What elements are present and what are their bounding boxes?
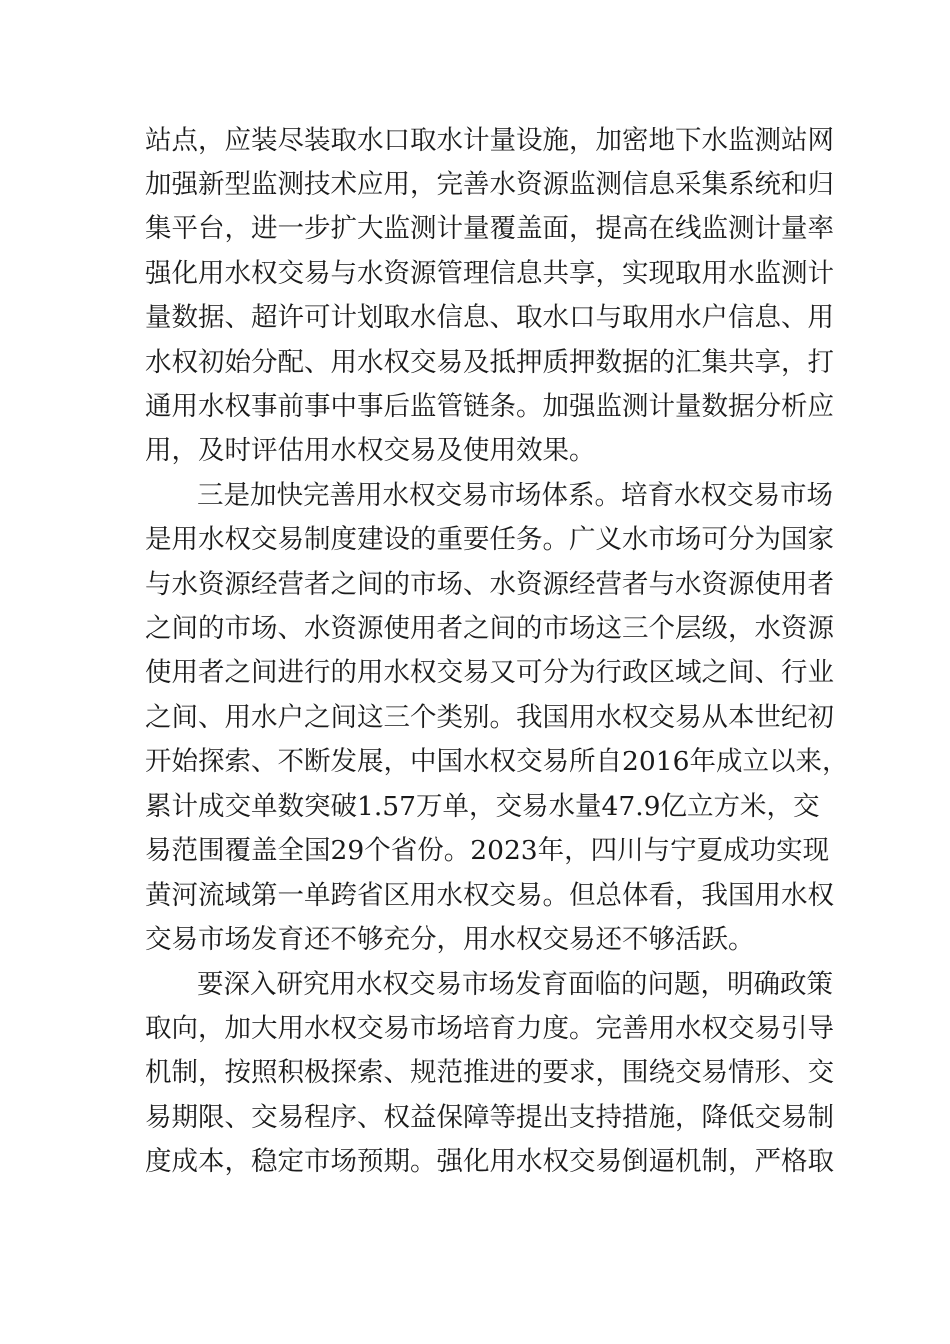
paragraph-first-line: 三是加快完善用水权交易市场体系。培育水权交易市场 — [197, 480, 833, 511]
text-line: 强化用水权交易与水资源管理信息共享，实现取用水监测计 — [145, 258, 834, 289]
text-line: 交易市场发育还不够充分，用水权交易还不够活跃。 — [145, 924, 755, 955]
text-line: 度成本，稳定市场预期。强化用水权交易倒逼机制，严格取 — [145, 1146, 834, 1177]
paragraph-first-line: 要深入研究用水权交易市场发育面临的问题，明确政策 — [197, 969, 833, 1000]
text-line: 量数据、超许可计划取水信息、取水口与取用水户信息、用 — [145, 302, 834, 333]
text-line: 与水资源经营者之间的市场、水资源经营者与水资源使用者 — [145, 569, 834, 600]
text-line: 通用水权事前事中事后监管链条。加强监测计量数据分析应 — [145, 391, 834, 422]
text-line: 是用水权交易制度建设的重要任务。广义水市场可分为国家 — [145, 524, 834, 555]
text-line: 开始探索、不断发展，中国水权交易所自2016年成立以来， — [145, 746, 849, 777]
text-line: 取向，加大用水权交易市场培育力度。完善用水权交易引导 — [145, 1013, 834, 1044]
text-line: 机制，按照积极探索、规范推进的要求，围绕交易情形、交 — [145, 1057, 834, 1088]
text-line: 集平台，进一步扩大监测计量覆盖面，提高在线监测计量率 — [145, 213, 834, 244]
text-line: 加强新型监测技术应用，完善水资源监测信息采集系统和归 — [145, 169, 834, 200]
text-line: 易范围覆盖全国29个省份。2023年，四川与宁夏成功实现 — [145, 835, 830, 866]
text-line: 使用者之间进行的用水权交易又可分为行政区域之间、行业 — [145, 657, 834, 688]
text-line: 易期限、交易程序、权益保障等提出支持措施，降低交易制 — [145, 1102, 834, 1133]
text-line: 水权初始分配、用水权交易及抵押质押数据的汇集共享，打 — [145, 347, 834, 378]
text-line: 之间、用水户之间这三个类别。我国用水权交易从本世纪初 — [145, 702, 834, 733]
text-line: 站点，应装尽装取水口取水计量设施，加密地下水监测站网 — [145, 125, 834, 156]
text-line: 之间的市场、水资源使用者之间的市场这三个层级，水资源 — [145, 613, 834, 644]
text-line: 累计成交单数突破1.57万单，交易水量47.9亿立方米，交 — [145, 791, 820, 822]
text-line: 用，及时评估用水权交易及使用效果。 — [145, 435, 596, 466]
text-line: 黄河流域第一单跨省区用水权交易。但总体看，我国用水权 — [145, 880, 834, 911]
